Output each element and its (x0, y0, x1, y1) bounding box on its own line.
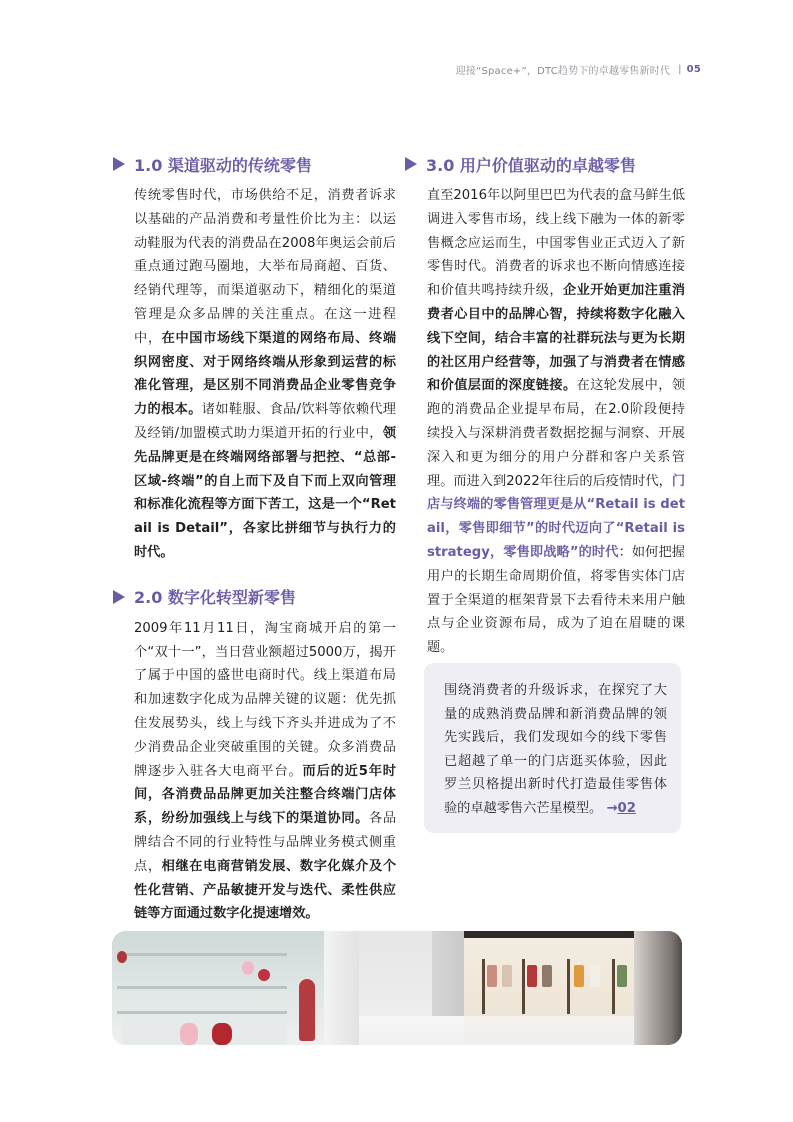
header-separator: | (678, 64, 682, 75)
callout-box (424, 663, 681, 833)
text-segment-highlight: 门店与终端的零售管理更是从“Retail is detail，零售即细节”的时代迈向了“Retail is strategy，零售即战略”的时代 (427, 473, 685, 560)
section-1-body (113, 184, 396, 565)
triangle-bullet-icon (113, 157, 125, 171)
page-number: 05 (686, 64, 701, 75)
section-2-heading (113, 585, 396, 609)
section-2 (113, 585, 396, 926)
triangle-bullet-icon (405, 157, 417, 171)
header-title: 迎接“Space+”，DTC趋势下的卓越零售新时代 (455, 66, 671, 77)
triangle-bullet-icon (113, 590, 125, 604)
text-segment-bold: 相继在电商营销发展、数字化媒介及个性化营销、产品敏捷开发与迭代、柔性供应链等方面通过数字化提速增效。 (134, 858, 397, 922)
section-2-title: 2.0 数字化转型新零售 (134, 588, 296, 608)
callout-text: 围绕消费者的升级诉求，在探究了大量的成熟消费品牌和新消费品牌的领先实践后，我们发现如今的线下零售已超越了单一的门店逛买体验，因此罗兰贝格提出新时代打造最佳零售体验的卓越零售六芒星模型。 (444, 683, 667, 816)
text-segment: 诸如鞋服、食品/饮料等依赖代理及经销/加盟模式助力渠道开拓的行业中， (134, 402, 396, 441)
text-segment: 传统零售时代，市场供给不足，消费者诉求以基础的产品消费和考量性价比为主：以运动鞋服为代表的消费品在2008年奥运会前后重点通过跑马圈地，大举布局商超、百货、经销代理等，而渠道驱动下，精细化的渠道管理是众多品牌的关注重点。在这一进程中， (134, 188, 396, 346)
section-1 (113, 152, 396, 565)
text-segment-bold: 而后的近5年时间，各消费品品牌更加关注整合终端门店体系，纷纷加强线上与线下的渠道协同。 (134, 763, 396, 827)
section-1-title: 1.0 渠道驱动的传统零售 (134, 155, 312, 175)
text-segment-bold: 领先品牌更是在终端网络部署与把控、“总部-区域-终端”的自上而下及自下而上双向管理和标准化流程等方面下苦工，这是一个“Retail is Detail”，各家比拼细节与执行力的时代。 (134, 425, 396, 560)
section-1-heading (113, 152, 396, 176)
text-segment: 各品牌结合不同的行业特性与品牌业务模式侧重点， (134, 811, 397, 874)
text-segment-bold: 在中国市场线下渠道的网络布局、终端织网密度、对于网络终端从形象到运营的标准化管理，是区别不同消费品企业零售竞争力的根本。 (134, 330, 397, 418)
text-segment: 直至2016年以阿里巴巴为代表的盒马鲜生低调进入零售市场，线上线下融为一体的新零售概念应运而生，中国零售业正式迈入了新零售时代。消费者的诉求也不断向情感连接和价值共鸣持续升级， (427, 188, 685, 299)
callout-reference (606, 801, 635, 816)
text-segment: 在这轮发展中，领跑的消费品企业提早布局，在2.0阶段便持续投入与深耕消费者数据挖掘与洞察、开展深入和更为细分的用户分群和客户关系管理。而进入到2022年往后的后疫情时代， (427, 378, 686, 489)
section-3-heading (405, 152, 685, 176)
section-3 (405, 152, 685, 660)
retail-store-photo (112, 931, 682, 1045)
section-2-body (113, 617, 396, 926)
section-3-body (405, 184, 685, 660)
arrow-right-icon: → (606, 800, 618, 816)
running-header (456, 62, 701, 77)
right-column (405, 152, 685, 660)
text-segment-bold: 企业开始更加注重消费者心目中的品牌心智，持续将数字化融入线下空间，结合丰富的社群玩法与更为长期的社区用户经营等，加强了与消费者在情感和价值层面的深度链接。 (427, 283, 686, 394)
text-segment: 2009年11月11日，淘宝商城开启的第一个“双十一”，当日营业额超过5000万，揭开了属于中国的盛世电商时代。线上渠道布局和加速数字化成为品牌关键的议题：优先抓住发展势头，线上与线下齐头并进成为了不少消费品企业突破重围的关键。众多消费品牌逐步入驻各大电商平台。 (134, 620, 396, 779)
section-3-title: 3.0 用户价值驱动的卓越零售 (426, 155, 636, 175)
left-column (113, 152, 396, 926)
page-reference-link[interactable]: 02 (617, 800, 636, 816)
text-segment: ：如何把握用户的长期生命周期价值，将零售实体门店置于全渠道的框架背景下去看待未来用户触点与企业资源布局，成为了迫在眉睫的课题。 (427, 544, 685, 656)
